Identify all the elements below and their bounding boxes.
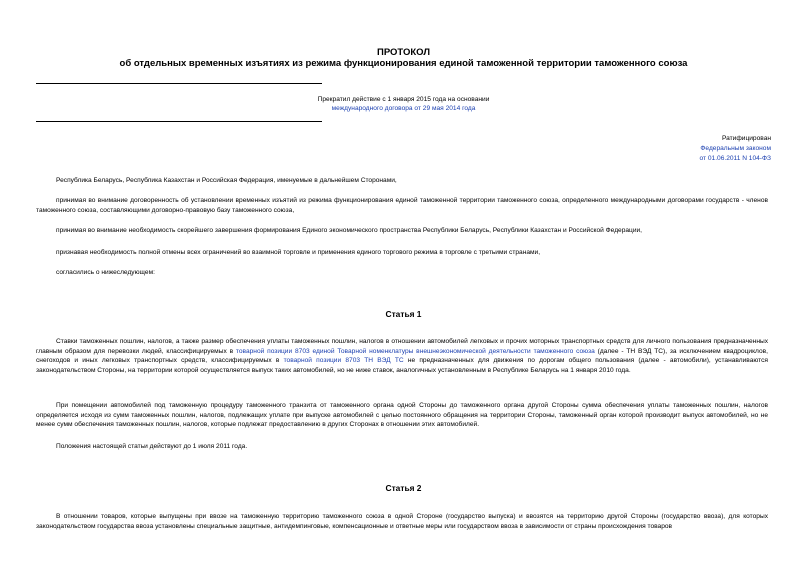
status-link[interactable]: международного договора от 29 мая 2014 года <box>331 105 476 112</box>
status-note: Прекратил действие с 1 января 2015 года на основании <box>317 96 490 103</box>
preamble-paragraph: согласились о нижеследующем: <box>56 269 155 276</box>
preamble-paragraph: признавая необходимость полной отмены всех ограничений во взаимной торговле и применения единого торгового режима в торговле с третьими странами, <box>56 249 541 256</box>
preamble-paragraph: Республика Беларусь, Республика Казахстан и Российская Федерация, именуемые в дальнейшем Сторонами, <box>56 177 397 184</box>
article-1-paragraph-3: Положения настоящей статьи действуют до 1 июля 2011 года. <box>56 443 248 450</box>
article-1-paragraph-2: При помещении автомобилей под таможенную процедуру таможенного транзита от таможенного органа одной Стороны до таможенного органа другой Стороны сумма обеспечения уплаты таможенных пошлин, налогов определяется исходя из сумм таможенных пошлин, налогов, подлежащих уплате при выпуске автомобилей с целью постоянного обращения на территории Стороны, таможенный орган которой производит выпуск автомобилей, но не менее сумм обеспечения таможенных пошлин, налогов, которые подлежат предоставлению в других Сторонах в отношении этих автомобилей. <box>36 402 768 428</box>
document-title: ПРОТОКОЛ <box>376 47 430 58</box>
tn-ved-8703-link[interactable]: товарной позиции 8703 единой Товарной номенклатуры внешнеэкономической деятельности таможенного союза <box>235 347 595 355</box>
paragraph-text: не предназначенных для движения по дорогам общего пользования (далее - автомобили), устанавливаются законодательством Стороны, на территории которой осуществляется выпуск таких автомобилей, но не ниже ставок, аналогичных установленным в Республике Беларусь на 1 января 2010 года. <box>36 357 768 374</box>
article-1-heading: Статья 1 <box>385 309 422 319</box>
article-2-paragraph-1: В отношении товаров, которые выпущены при ввозе на таможенную территорию таможенного союза в одной Стороне (государство выпуска) и ввозятся на территорию другой Стороны (государство ввоза), для которых законодательством государства ввоза установлены специальные защитные, антидемпинговые, компенсационные и ответные меры или государством ввоза в зависимости от страны происхождения товаров <box>36 513 768 530</box>
document-subtitle: об отдельных временных изъятиях из режима функционирования единой таможенной территории таможенного союза <box>119 58 688 69</box>
divider-top <box>36 83 322 84</box>
ratification-law-link[interactable]: Федеральным законом <box>700 145 771 152</box>
ratification-date-link[interactable]: от 01.06.2011 N 104-ФЗ <box>699 155 771 162</box>
divider-bottom <box>36 121 322 122</box>
preamble-paragraph: принимая во внимание договоренность об установлении временных изъятий из режима функционирования единой таможенной территории таможенного союза, определенного международными договорами государств - членов таможенного союза, составляющими договорно-правовую базу таможенного союза, <box>36 197 768 214</box>
paragraph-text: Ставки таможенных пошлин, налогов, а также размер обеспечения уплаты таможенных пошлин, налогов в отношении автомобилей легковых и прочих моторных транспортных средств для личного пользования предназначенных главным образом для перевозки людей, классифицируемых в <box>36 338 768 355</box>
ratification-label: Ратифицирован <box>721 135 771 142</box>
tn-ved-ts-8703-link[interactable]: товарной позиции 8703 ТН ВЭД ТС <box>283 357 404 364</box>
paragraph-text: (далее - ТН ВЭД ТС), за исключением квадроциклов, снегоходов и иных легковых транспортных средств, классифицируемых в <box>36 347 768 364</box>
article-2-heading: Статья 2 <box>385 483 422 493</box>
article-1-paragraph-1 <box>36 337 768 375</box>
preamble-paragraph: принимая во внимание необходимость скорейшего завершения формирования Единого экономического пространства Республики Беларусь, Республики Казахстан и Российской Федерации, <box>56 227 643 234</box>
